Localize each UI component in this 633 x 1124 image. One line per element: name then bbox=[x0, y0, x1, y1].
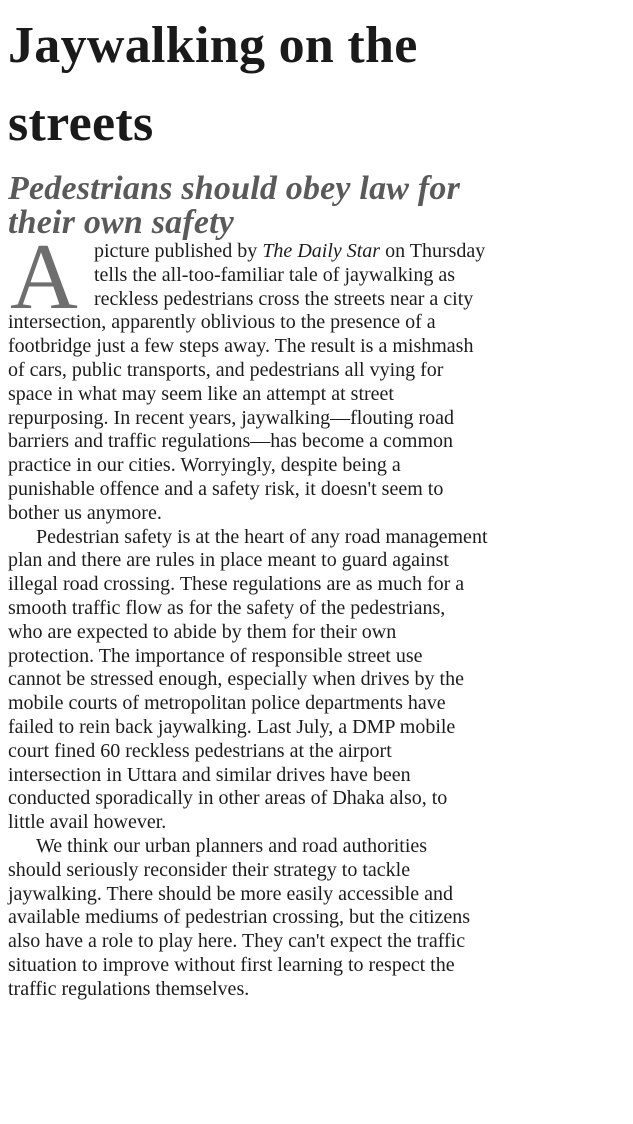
text-line: smooth traffic flow as for the safety of the pedestrians, bbox=[8, 596, 446, 619]
text-line: barriers and traffic regulations—has become a common bbox=[8, 430, 454, 453]
text-line: little avail however. bbox=[8, 811, 167, 834]
text-line: protection. The importance of responsible street use bbox=[8, 644, 423, 667]
text-line: traffic regulations themselves. bbox=[8, 977, 250, 1000]
text-line: available mediums of pedestrian crossing, but the citizens bbox=[8, 906, 471, 929]
text-line: also have a role to play here. They can't expect the traffic bbox=[8, 930, 466, 953]
text-line: reckless pedestrians cross the streets near a city bbox=[94, 287, 474, 310]
publication-name: The Daily Star bbox=[262, 240, 381, 262]
text-line: plan and there are rules in place meant to guard against bbox=[8, 549, 449, 572]
text-line: punishable offence and a safety risk, it doesn't seem to bbox=[8, 477, 444, 500]
text-line: failed to rein back jaywalking. Last July, a DMP mobile bbox=[8, 715, 456, 738]
text-line bbox=[8, 240, 593, 264]
text-line: repurposing. In recent years, jaywalking—flouting road bbox=[8, 406, 454, 429]
text-line: cannot be stressed enough, especially when drives by the bbox=[8, 668, 464, 691]
subheadline-line-2: their own safety bbox=[8, 204, 235, 241]
text-line: intersection in Uttara and similar drives have been bbox=[8, 763, 411, 786]
text-line: space in what may seem like an attempt at street bbox=[8, 382, 394, 405]
subheadline bbox=[8, 172, 593, 240]
text-line: court fined 60 reckless pedestrians at the airport bbox=[8, 739, 392, 762]
text-segment: picture published by bbox=[94, 240, 263, 262]
text-line: Pedestrian safety is at the heart of any road management bbox=[36, 525, 488, 548]
drop-cap: A bbox=[10, 225, 78, 329]
article bbox=[8, 0, 593, 1002]
subheadline-line-1: Pedestrians should obey law for bbox=[8, 170, 461, 207]
paragraph-1 bbox=[8, 225, 593, 526]
text-line: who are expected to abide by them for their own bbox=[8, 620, 397, 643]
text-line: conducted sporadically in other areas of Dhaka also, to bbox=[8, 787, 448, 810]
text-line: jaywalking. There should be more easily accessible and bbox=[8, 882, 454, 905]
text-line: illegal road crossing. These regulations are as much for a bbox=[8, 573, 465, 596]
text-line: situation to improve without first learning to respect the bbox=[8, 953, 455, 976]
headline bbox=[8, 0, 593, 170]
text-line: of cars, public transports, and pedestrians all vying for bbox=[8, 358, 444, 381]
text-line: bother us anymore. bbox=[8, 501, 162, 524]
text-line: We think our urban planners and road authorities bbox=[36, 834, 428, 857]
text-line: mobile courts of metropolitan police departments have bbox=[8, 692, 446, 715]
headline-line-1: Jaywalking on the bbox=[8, 17, 418, 74]
text-line: practice in our cities. Worryingly, despite being a bbox=[8, 454, 401, 477]
article-body bbox=[8, 225, 593, 1002]
text-line: footbridge just a few steps away. The result is a mishmash bbox=[8, 335, 474, 358]
text-line: should seriously reconsider their strategy to tackle bbox=[8, 858, 411, 881]
paragraph-2 bbox=[8, 526, 593, 835]
paragraph-3 bbox=[8, 835, 593, 1002]
text-segment: on Thursday bbox=[380, 240, 486, 262]
text-line: tells the all-too-familiar tale of jaywalking as bbox=[94, 263, 455, 286]
text-line: intersection, apparently oblivious to the presence of a bbox=[8, 311, 436, 334]
headline-line-2: streets bbox=[8, 95, 154, 152]
